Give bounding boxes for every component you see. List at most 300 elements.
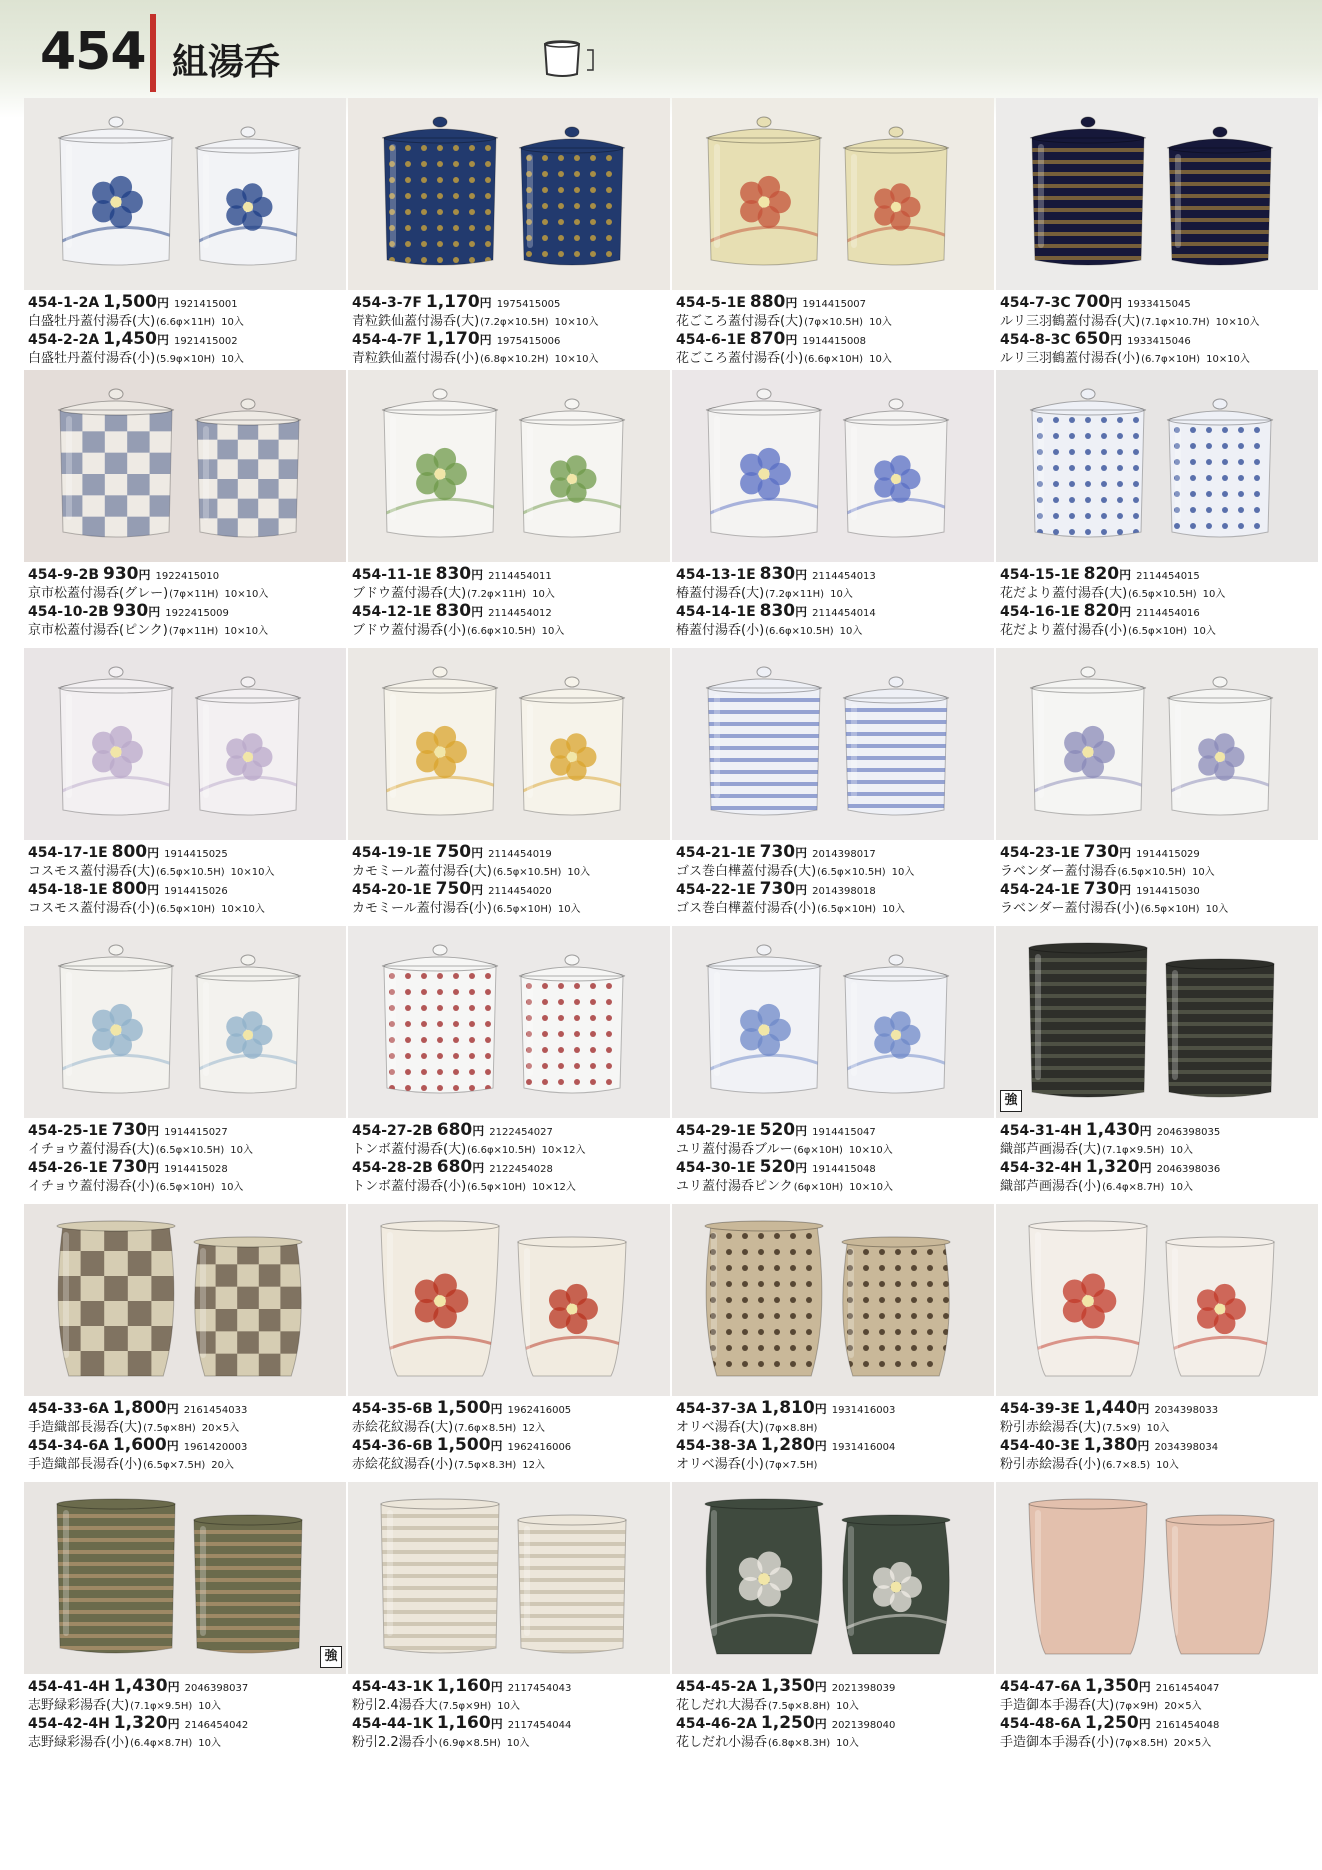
product-dimensions: (6φ×10H) — [793, 1145, 843, 1156]
cup-large — [58, 667, 174, 815]
product-cell — [348, 648, 670, 926]
product-name: イチョウ蓋付湯呑(小) — [28, 1179, 155, 1194]
pack-quantity: 10×10入 — [221, 904, 265, 915]
product-cell — [672, 648, 994, 926]
product-dimensions: (6.6φ×10.5H) — [467, 1145, 536, 1156]
cup-small — [518, 1515, 626, 1654]
product-cell — [348, 1482, 670, 1760]
product-photo — [348, 926, 670, 1118]
product-photo — [996, 1482, 1318, 1674]
jan-code: 1922415009 — [165, 608, 229, 619]
product-photo — [24, 98, 346, 290]
product-dimensions: (7φ×10.5H) — [804, 317, 864, 328]
product-code: 454-12-1E — [352, 604, 432, 620]
product-name: 花しだれ大湯呑 — [676, 1698, 768, 1713]
product-dimensions: (7φ×8.8H) — [764, 1423, 818, 1434]
jan-code: 1961420003 — [183, 1442, 248, 1453]
product-info — [676, 844, 996, 918]
cup-small — [195, 399, 301, 538]
product-info — [352, 844, 672, 918]
product-name: コスモス蓋付湯呑(大) — [28, 864, 156, 879]
currency-unit: 円 — [1110, 333, 1123, 347]
product-item — [1000, 603, 1320, 640]
product-info — [676, 1400, 996, 1474]
product-info — [1000, 1400, 1320, 1474]
product-dimensions: (7.1φ×9.5H) — [130, 1701, 193, 1712]
product-price: 1,810 — [760, 1398, 815, 1418]
product-price: 820 — [1083, 601, 1120, 621]
product-price: 700 — [1074, 292, 1111, 312]
product-photo — [24, 370, 346, 562]
product-item — [28, 1715, 348, 1752]
jan-code: 2114454019 — [488, 849, 552, 860]
product-name: 京市松蓋付湯呑(ピンク) — [28, 623, 168, 638]
currency-unit: 円 — [795, 1161, 808, 1175]
product-item — [676, 844, 996, 881]
jan-code: 1975415005 — [496, 299, 561, 310]
product-photo — [996, 1204, 1318, 1396]
cup-small — [1166, 959, 1274, 1098]
product-item — [28, 331, 348, 368]
product-code: 454-13-1E — [676, 567, 756, 583]
pack-quantity: 10入 — [1170, 1182, 1193, 1193]
jan-code: 1914415047 — [812, 1127, 876, 1138]
product-photo — [672, 926, 994, 1118]
product-info — [352, 1122, 672, 1196]
currency-unit: 円 — [156, 333, 169, 347]
product-dimensions: (7.2φ×11H) — [467, 589, 527, 600]
product-dimensions: (6.5φ×10H) — [155, 1182, 215, 1193]
product-dimensions: (7.1φ×10.7H) — [1141, 317, 1210, 328]
product-name: 青粒鉄仙蓋付湯呑(大) — [352, 314, 480, 329]
product-item — [1000, 1437, 1320, 1474]
pack-quantity: 10入 — [198, 1738, 221, 1749]
currency-unit: 円 — [147, 1124, 160, 1138]
cup-small — [195, 955, 301, 1093]
product-info — [28, 844, 348, 918]
product-name: 粉引赤絵湯呑(小) — [1000, 1457, 1102, 1472]
currency-unit: 円 — [1139, 1124, 1152, 1138]
currency-unit: 円 — [471, 605, 484, 619]
product-dimensions: (7.5φ×8H) — [143, 1423, 196, 1434]
product-name: イチョウ蓋付湯呑(大) — [28, 1142, 155, 1157]
currency-unit: 円 — [1139, 1161, 1152, 1175]
currency-unit: 円 — [814, 1717, 827, 1731]
product-item — [1000, 1122, 1320, 1159]
product-item — [28, 1400, 348, 1437]
product-item — [1000, 1159, 1320, 1196]
product-name: コスモス蓋付湯呑(小) — [28, 901, 156, 916]
product-code: 454-2-2A — [28, 332, 100, 348]
product-photo — [348, 370, 670, 562]
jan-code: 1914415030 — [1136, 886, 1200, 897]
pack-quantity: 10入 — [1202, 589, 1226, 600]
pack-quantity: 10×10入 — [1206, 354, 1250, 365]
product-cell — [672, 370, 994, 648]
product-code: 454-6-1E — [676, 332, 746, 348]
product-name: 白盛牡丹蓋付湯呑(小) — [28, 351, 156, 366]
currency-unit: 円 — [1138, 1717, 1151, 1731]
pack-quantity: 10入 — [836, 1701, 859, 1712]
cup-large — [705, 1499, 823, 1654]
product-price: 1,160 — [436, 1676, 491, 1696]
product-price: 680 — [436, 1157, 473, 1177]
product-price: 520 — [759, 1157, 796, 1177]
jan-code: 2114454012 — [488, 608, 552, 619]
product-name: オリベ湯呑(小) — [676, 1457, 764, 1472]
product-photo — [24, 648, 346, 840]
product-photo — [24, 1482, 346, 1674]
product-info — [676, 1122, 996, 1196]
cup-small — [1166, 1515, 1274, 1654]
jan-code: 2114454016 — [1136, 608, 1200, 619]
product-cell — [348, 926, 670, 1204]
product-item — [352, 1678, 672, 1715]
product-info — [28, 1400, 348, 1474]
cup-large — [382, 945, 498, 1093]
cup-large — [1029, 1221, 1147, 1376]
pack-quantity: 10入 — [1146, 1423, 1170, 1434]
cup-large — [58, 389, 174, 538]
product-item — [352, 1159, 672, 1196]
jan-code: 2161454048 — [1155, 1720, 1220, 1731]
product-price: 1,500 — [436, 1435, 491, 1455]
pack-quantity: 10入 — [221, 354, 244, 365]
jan-code: 2161454047 — [1155, 1683, 1220, 1694]
jan-code: 1962416005 — [507, 1405, 572, 1416]
currency-unit: 円 — [1119, 605, 1132, 619]
strong-badge: 強 — [320, 1646, 342, 1668]
product-name: ラベンダー蓋付湯呑 — [1000, 864, 1117, 879]
cup-small — [843, 399, 949, 537]
product-price: 820 — [1083, 564, 1120, 584]
pack-quantity: 12入 — [522, 1423, 545, 1434]
product-dimensions: (6.7×8.5) — [1102, 1460, 1151, 1471]
product-cell — [996, 370, 1318, 648]
product-item — [352, 1715, 672, 1752]
product-name: 京市松蓋付湯呑(グレー) — [28, 586, 169, 601]
product-dimensions: (6.7φ×10H) — [1141, 354, 1201, 365]
jan-code: 2021398039 — [831, 1683, 896, 1694]
currency-unit: 円 — [1138, 1680, 1151, 1694]
product-price: 1,170 — [425, 329, 480, 349]
currency-unit: 円 — [785, 333, 798, 347]
product-photo — [672, 370, 994, 562]
product-photo — [348, 98, 670, 290]
product-item — [352, 844, 672, 881]
product-name: トンボ蓋付湯呑(大) — [352, 1142, 467, 1157]
pack-quantity: 10入 — [506, 1738, 530, 1749]
product-cell — [24, 926, 346, 1204]
pack-quantity: 10入 — [1205, 904, 1229, 915]
product-dimensions: (7φ×7.5H) — [764, 1460, 818, 1471]
product-price: 750 — [435, 879, 472, 899]
cup-large — [706, 945, 822, 1093]
product-code: 454-17-1E — [28, 845, 108, 861]
currency-unit: 円 — [814, 1680, 827, 1694]
product-dimensions: (6.9φ×8.5H) — [438, 1738, 501, 1749]
jan-code: 1931416004 — [831, 1442, 896, 1453]
product-photo — [348, 1482, 670, 1674]
pack-quantity: 10入 — [1156, 1460, 1179, 1471]
product-code: 454-22-1E — [676, 882, 756, 898]
cup-small — [1167, 127, 1273, 265]
cup-small — [519, 127, 625, 265]
cup-large — [706, 389, 822, 537]
jan-code: 1914415027 — [164, 1127, 228, 1138]
currency-unit: 円 — [785, 296, 798, 310]
jan-code: 1933415046 — [1127, 336, 1191, 347]
jan-code: 2122454028 — [489, 1164, 553, 1175]
product-price: 1,500 — [103, 292, 157, 312]
product-cell — [672, 1204, 994, 1482]
pack-quantity: 12入 — [522, 1460, 545, 1471]
product-code: 454-40-3E — [1000, 1438, 1080, 1454]
product-photo — [672, 98, 994, 290]
currency-unit: 円 — [795, 568, 808, 582]
product-dimensions: (7.5φ×8.3H) — [454, 1460, 517, 1471]
cup-large — [58, 945, 174, 1093]
product-price: 1,250 — [1084, 1713, 1139, 1733]
pack-quantity: 10入 — [882, 904, 905, 915]
product-name: カモミール蓋付湯呑(大) — [352, 864, 492, 879]
currency-unit: 円 — [167, 1717, 180, 1731]
product-price: 880 — [749, 292, 786, 312]
jan-code: 1914415025 — [164, 849, 228, 860]
product-dimensions: (6.5φ×10.5H) — [817, 867, 886, 878]
product-item — [676, 1400, 996, 1437]
product-item — [1000, 294, 1320, 331]
product-info — [1000, 294, 1320, 368]
product-item — [676, 1122, 996, 1159]
currency-unit: 円 — [795, 883, 808, 897]
product-name: 青粒鉄仙蓋付湯呑(小) — [352, 351, 480, 366]
product-cell — [24, 370, 346, 648]
cup-small — [843, 127, 949, 265]
product-name: ユリ蓋付湯呑ピンク — [676, 1179, 793, 1194]
product-code: 454-11-1E — [352, 567, 432, 583]
product-name: 手造織部長湯呑(小) — [28, 1457, 143, 1472]
product-name: 花だより蓋付湯呑(小) — [1000, 623, 1128, 638]
product-cell — [672, 1482, 994, 1760]
product-cell — [24, 648, 346, 926]
product-item — [352, 881, 672, 918]
jan-code: 2117454044 — [507, 1720, 572, 1731]
product-code: 454-14-1E — [676, 604, 756, 620]
product-price: 1,800 — [112, 1398, 167, 1418]
jan-code: 2021398040 — [831, 1720, 896, 1731]
product-code: 454-38-3A — [676, 1438, 757, 1454]
cup-large — [1030, 389, 1146, 537]
product-item — [28, 1122, 348, 1159]
product-item — [676, 1437, 996, 1474]
pack-quantity: 10×10入 — [848, 1145, 893, 1156]
jan-code: 2046398035 — [1156, 1127, 1221, 1138]
product-name: 手造御本手湯呑(大) — [1000, 1698, 1115, 1713]
cup-small — [518, 1237, 626, 1376]
currency-unit: 円 — [166, 1402, 179, 1416]
jan-code: 1914415029 — [1136, 849, 1200, 860]
product-price: 750 — [435, 842, 472, 862]
product-name: 花だより蓋付湯呑(大) — [1000, 586, 1128, 601]
product-price: 1,320 — [113, 1713, 168, 1733]
product-cell — [996, 926, 1318, 1204]
product-code: 454-34-6A — [28, 1438, 109, 1454]
product-name: ルリ三羽鶴蓋付湯呑(大) — [1000, 314, 1141, 329]
jan-code: 2114454011 — [488, 571, 552, 582]
cup-small — [1167, 399, 1273, 537]
product-code: 454-39-3E — [1000, 1401, 1080, 1417]
product-item — [676, 1159, 996, 1196]
product-item — [28, 1159, 348, 1196]
product-item — [352, 331, 672, 368]
product-info — [1000, 844, 1320, 918]
product-info — [352, 1678, 672, 1752]
pack-quantity: 20×5入 — [201, 1423, 240, 1434]
product-dimensions: (6.5φ×10.5H) — [1128, 589, 1197, 600]
product-dimensions: (6.6φ×10.5H) — [765, 626, 834, 637]
jan-code: 1914415028 — [164, 1164, 228, 1175]
cup-small — [194, 1237, 302, 1376]
product-dimensions: (6.5φ×10H) — [156, 904, 216, 915]
product-code: 454-31-4H — [1000, 1123, 1082, 1139]
currency-unit: 円 — [472, 1161, 485, 1175]
pack-quantity: 10入 — [1170, 1145, 1193, 1156]
currency-unit: 円 — [795, 605, 808, 619]
product-price: 680 — [436, 1120, 473, 1140]
pack-quantity: 10入 — [497, 1701, 520, 1712]
cup-small — [1166, 1237, 1274, 1376]
product-item — [28, 881, 348, 918]
product-dimensions: (6.5φ×10.5H) — [1117, 867, 1186, 878]
cup-small — [843, 955, 949, 1093]
product-item — [28, 294, 348, 331]
product-code: 454-15-1E — [1000, 567, 1080, 583]
cup-small — [519, 399, 625, 537]
product-name: 花しだれ小湯呑 — [676, 1735, 768, 1750]
product-dimensions: (6.6φ×10H) — [804, 354, 864, 365]
cup-small — [519, 677, 625, 815]
jan-code: 1914415048 — [812, 1164, 876, 1175]
pack-quantity: 10入 — [557, 904, 581, 915]
product-code: 454-41-4H — [28, 1679, 110, 1695]
product-name: 志野緑彩湯呑(小) — [28, 1735, 130, 1750]
currency-unit: 円 — [1137, 1439, 1150, 1453]
product-cell — [996, 648, 1318, 926]
product-dimensions: (7.1φ×9.5H) — [1102, 1145, 1165, 1156]
jan-code: 2161454033 — [183, 1405, 248, 1416]
product-price: 870 — [749, 329, 786, 349]
cup-large — [58, 117, 174, 265]
cup-small — [843, 677, 949, 815]
product-info — [352, 294, 672, 368]
cup-small — [519, 955, 625, 1093]
product-dimensions: (7φ×9H) — [1115, 1701, 1159, 1712]
product-price: 800 — [111, 879, 148, 899]
currency-unit: 円 — [1137, 1402, 1150, 1416]
product-dimensions: (6.6φ×10.5H) — [467, 626, 536, 637]
product-dimensions: (6.5φ×10H) — [1128, 626, 1188, 637]
currency-unit: 円 — [471, 568, 484, 582]
product-dimensions: (6φ×10H) — [793, 1182, 844, 1193]
product-name: ブドウ蓋付湯呑(小) — [352, 623, 467, 638]
product-item — [676, 603, 996, 640]
product-dimensions: (7.2φ×10.5H) — [480, 317, 549, 328]
product-code: 454-43-1K — [352, 1679, 433, 1695]
pack-quantity: 10入 — [1191, 867, 1215, 878]
product-name: 花ごころ蓋付湯呑(小) — [676, 351, 804, 366]
product-photo — [348, 1204, 670, 1396]
product-price: 930 — [103, 564, 139, 584]
currency-unit: 円 — [167, 1680, 180, 1694]
pack-quantity: 10入 — [198, 1701, 221, 1712]
category-title: 組湯呑 — [172, 41, 281, 83]
product-name: 椿蓋付湯呑(小) — [676, 623, 765, 638]
jan-code: 1922415010 — [155, 571, 220, 582]
product-item — [1000, 331, 1320, 368]
currency-unit: 円 — [471, 883, 484, 897]
pack-quantity: 10入 — [836, 1738, 859, 1749]
product-dimensions: (7.5φ×9H) — [438, 1701, 492, 1712]
product-name: 粉引2.4湯呑大 — [352, 1698, 438, 1713]
product-dimensions: (6.5φ×7.5H) — [143, 1460, 206, 1471]
product-name: 粉引赤絵湯呑(大) — [1000, 1420, 1102, 1435]
cup-large — [382, 117, 498, 265]
product-cell — [672, 98, 994, 376]
product-item — [352, 1400, 672, 1437]
product-name: 赤絵花紋湯呑(小) — [352, 1457, 454, 1472]
jan-code: 2014398017 — [812, 849, 876, 860]
pack-quantity: 10×10入 — [224, 626, 269, 637]
product-name: カモミール蓋付湯呑(小) — [352, 901, 492, 916]
product-name: 椿蓋付湯呑(大) — [676, 586, 765, 601]
product-code: 454-26-1E — [28, 1160, 108, 1176]
product-photo — [672, 1482, 994, 1674]
currency-unit: 円 — [1110, 296, 1123, 310]
product-price: 1,160 — [436, 1713, 491, 1733]
product-photo — [996, 926, 1318, 1118]
pack-quantity: 10入 — [220, 1182, 244, 1193]
jan-code: 1914415026 — [164, 886, 228, 897]
currency-unit: 円 — [138, 568, 151, 582]
product-cell — [24, 1482, 346, 1760]
pack-quantity: 10入 — [541, 626, 565, 637]
cup-small — [195, 677, 301, 815]
jan-code: 2014398018 — [812, 886, 876, 897]
currency-unit: 円 — [479, 333, 492, 347]
pack-quantity: 10入 — [869, 317, 892, 328]
product-dimensions: (7φ×11H) — [168, 626, 219, 637]
product-name: 白盛牡丹蓋付湯呑(大) — [28, 314, 156, 329]
product-code: 454-9-2B — [28, 567, 99, 583]
product-code: 454-5-1E — [676, 295, 746, 311]
product-name: トンボ蓋付湯呑(小) — [352, 1179, 467, 1194]
product-dimensions: (6.5φ×10.5H) — [155, 1145, 225, 1156]
cup-large — [1030, 117, 1146, 265]
product-name: 粉引2.2湯呑小 — [352, 1735, 438, 1750]
currency-unit: 円 — [795, 1124, 808, 1138]
product-info — [352, 566, 672, 640]
currency-unit: 円 — [490, 1717, 503, 1731]
product-dimensions: (6.5φ×10H) — [817, 904, 877, 915]
cup-large — [1029, 1499, 1147, 1654]
product-code: 454-42-4H — [28, 1716, 110, 1732]
product-price: 1,450 — [103, 329, 157, 349]
product-info — [1000, 566, 1320, 640]
jan-code: 1914415007 — [802, 299, 867, 310]
product-dimensions: (6.8φ×8.3H) — [768, 1738, 831, 1749]
product-code: 454-27-2B — [352, 1123, 433, 1139]
